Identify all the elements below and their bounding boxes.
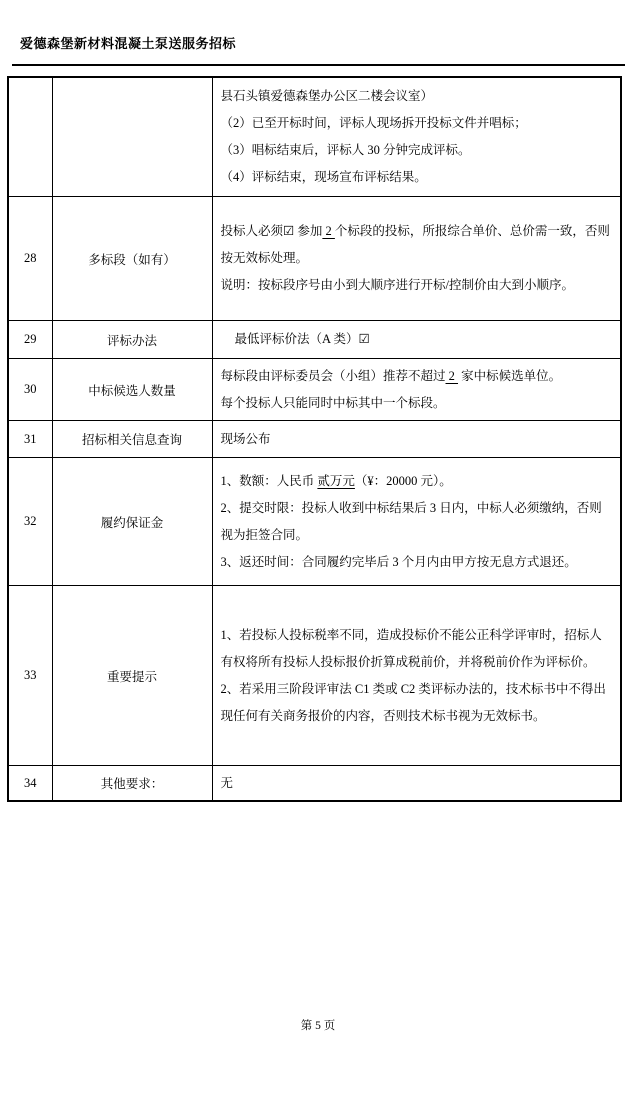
- content-line: [221, 272, 613, 299]
- header-rule: [12, 64, 625, 66]
- checkbox-checked-icon: ☑: [358, 332, 370, 346]
- content-line: [221, 363, 613, 390]
- content-line: [221, 164, 613, 191]
- text-segment: 1、数额：人民币: [220, 473, 318, 488]
- text-segment: 参加: [294, 224, 323, 238]
- table-row: [8, 321, 621, 359]
- row-content-cell: [212, 77, 621, 197]
- row-number-cell: 32: [8, 458, 52, 586]
- text-segment: 每个投标人只能同时中标其中一个标段。: [220, 395, 446, 410]
- table-row: [8, 458, 621, 586]
- text-segment: （4）评标结束，现场宣布评标结果。: [220, 170, 427, 184]
- text-segment: 2、若采用三阶段评审法 C1 类或 C2 类评标办法的，技术标书中不得出现任何有关商务报价的内容，否则技术标书视为无效标书。: [220, 681, 606, 723]
- row-content-cell: [212, 766, 621, 802]
- row-number-cell: 31: [8, 421, 52, 458]
- text-segment: 每标段由评标委员会（小组）推荐不超过: [220, 368, 446, 383]
- text-segment: （¥：20000 元）。: [354, 473, 452, 488]
- content-line: [221, 495, 613, 549]
- text-segment: 县石头镇爱德森堡办公区二楼会议室）: [220, 89, 434, 103]
- content-line: [221, 426, 613, 453]
- content-line: [221, 326, 613, 353]
- row-content-cell: [212, 197, 621, 321]
- text-segment: 最低评标价法（A 类）: [234, 332, 359, 346]
- text-segment: 个标段的投标，所报综合单价、总价需一致，否则按无效标处理。: [220, 224, 610, 265]
- row-label-cell: 中标候选人数量: [52, 359, 212, 421]
- text-segment: （2）已至开标时间，评标人现场拆开投标文件并唱标；: [220, 116, 527, 130]
- row-content-cell: [212, 321, 621, 359]
- row-content-cell: [212, 421, 621, 458]
- content-line: [221, 83, 613, 110]
- row-label-cell: 多标段（如有）: [52, 197, 212, 321]
- row-number-cell: 34: [8, 766, 52, 802]
- table-row: [8, 77, 621, 197]
- row-number-cell: 29: [8, 321, 52, 359]
- page-number: 第 5 页: [300, 1020, 336, 1032]
- content-line: [221, 468, 613, 495]
- row-content-cell: [212, 458, 621, 586]
- row-number-cell: 33: [8, 586, 52, 766]
- row-label-cell: 履约保证金: [52, 458, 212, 586]
- text-segment: 家中标候选单位。: [458, 368, 562, 383]
- content-line: [221, 676, 613, 730]
- content-line: [221, 549, 613, 576]
- text-segment: 投标人必须: [220, 224, 284, 238]
- content-line: [221, 110, 613, 137]
- row-content-cell: [212, 359, 621, 421]
- table-row: [8, 359, 621, 421]
- row-label-cell: 招标相关信息查询: [52, 421, 212, 458]
- table-row: [8, 421, 621, 458]
- row-content-cell: [212, 586, 621, 766]
- content-line: [221, 137, 613, 164]
- table-row: [8, 586, 621, 766]
- text-segment: 贰万元: [317, 473, 355, 488]
- row-label-cell: [52, 77, 212, 197]
- table-row: [8, 197, 621, 321]
- text-segment: 3、返还时间：合同履约完毕后 3 个月内由甲方按无息方式退还。: [220, 554, 577, 569]
- row-label-cell: 评标办法: [52, 321, 212, 359]
- text-segment: 2: [445, 368, 459, 383]
- content-line: [221, 218, 613, 272]
- page-title: 爱德森堡新材料混凝土泵送服务招标: [20, 36, 237, 51]
- row-number-cell: 28: [8, 197, 52, 321]
- tender-table-body: [8, 77, 621, 801]
- row-number-cell: 30: [8, 359, 52, 421]
- text-segment: 2: [322, 224, 335, 238]
- tender-conditions-table: [7, 76, 622, 802]
- checkbox-checked-icon: ☑: [283, 224, 295, 238]
- text-segment: 2、提交时限：投标人收到中标结果后 3 日内，中标人必须缴纳，否则视为拒签合同。: [220, 500, 602, 542]
- content-line: [221, 390, 613, 417]
- table-row: [8, 766, 621, 802]
- content-line: [221, 622, 613, 676]
- text-segment: （3）唱标结束后，评标人 30 分钟完成评标。: [220, 143, 471, 157]
- row-number-cell: [8, 77, 52, 197]
- text-segment: 现场公布: [220, 431, 271, 446]
- row-label-cell: 其他要求：: [52, 766, 212, 802]
- text-segment: 无: [220, 775, 234, 790]
- row-label-cell: 重要提示: [52, 586, 212, 766]
- content-line: [221, 770, 613, 797]
- text-segment: 1、若投标人投标税率不同，造成投标价不能公正科学评审时，招标人有权将所有投标人投标报价折算成税前价，并将税前价作为评标价。: [220, 627, 602, 669]
- text-segment: 说明：按标段序号由小到大顺序进行开标/控制价由大到小顺序。: [220, 278, 574, 292]
